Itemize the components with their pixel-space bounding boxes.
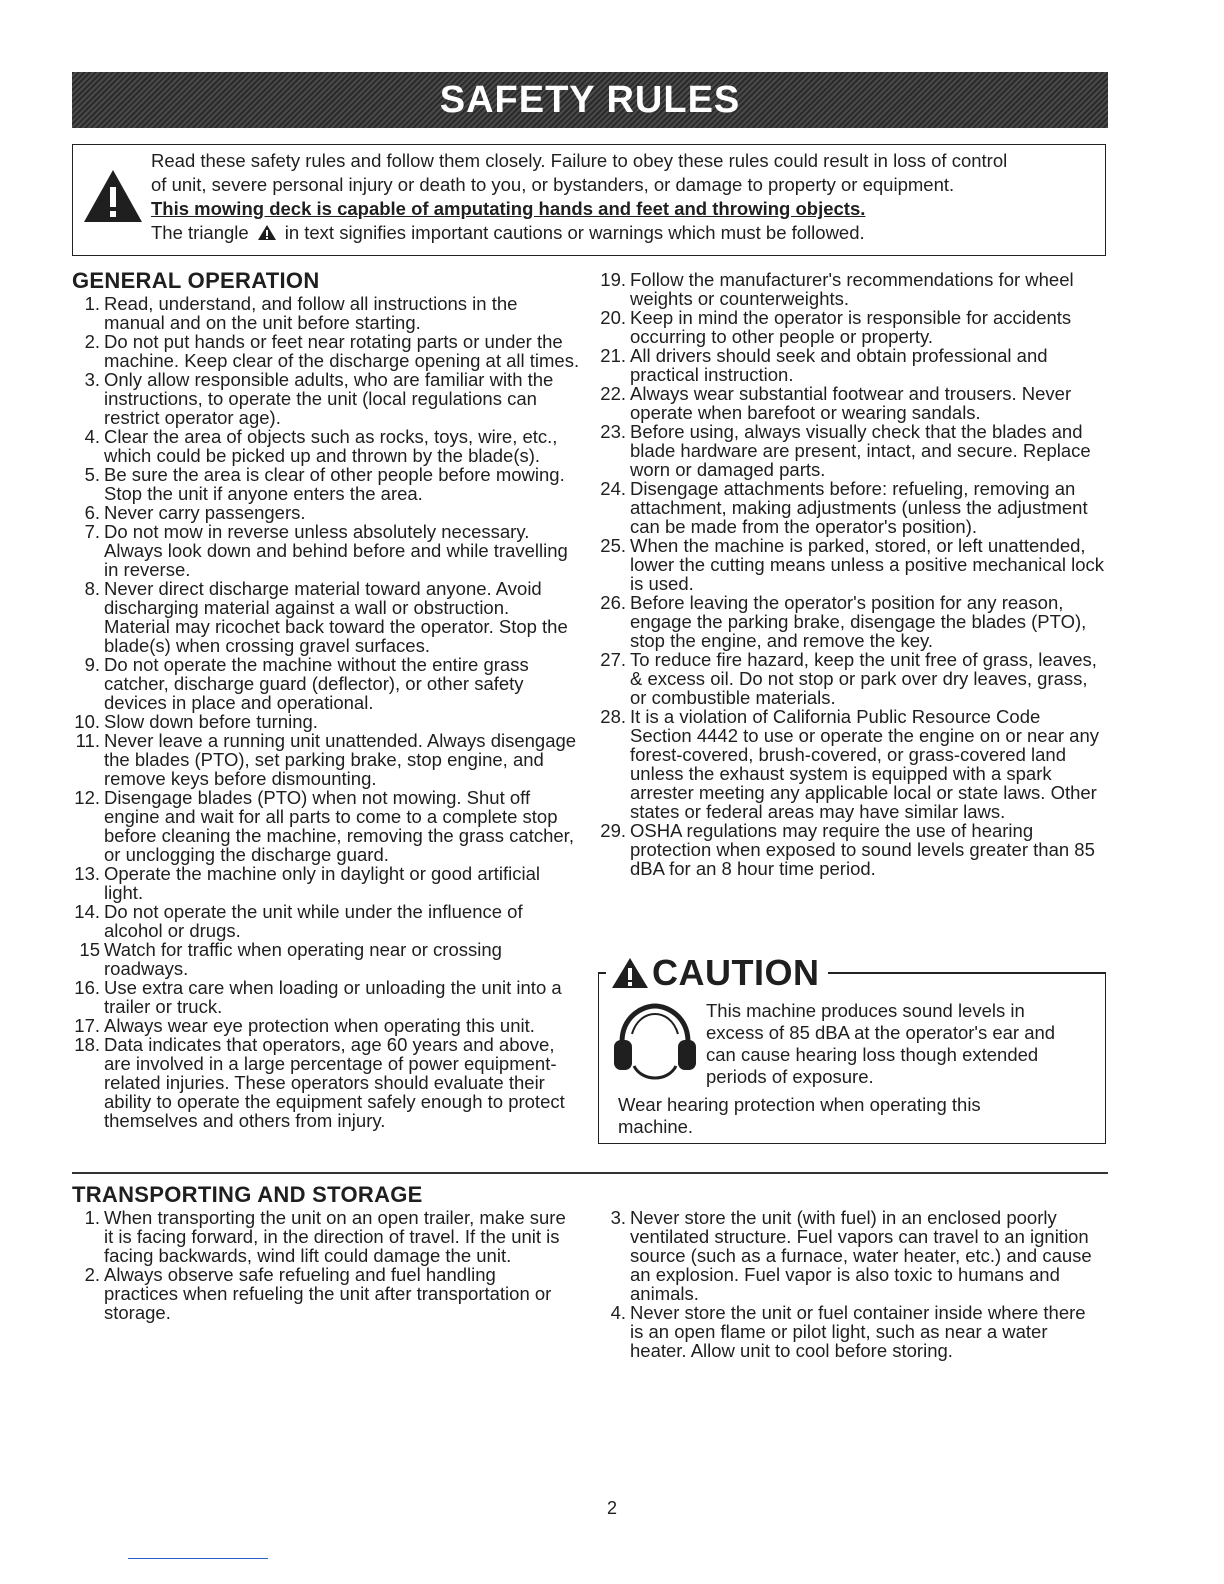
list-item-number: 4. — [84, 426, 100, 447]
warning-triangle-icon — [81, 167, 145, 225]
list-item-text: Data indicates that operators, age 60 years and above, are involved in a large percentage of power equipment-related injuries. These operators should evaluate their ability to operate the equipment safely enough to protect themselves and others from injury. — [104, 1034, 565, 1131]
list-item — [598, 1208, 1098, 1303]
list-item-text: Never direct discharge material toward anyone. Avoid discharging material against a wall or obstruction. Material may ricochet back toward the operator. Stop the blade(s) when crossing gravel surfaces. — [104, 578, 568, 656]
list-item-number: 19. — [600, 269, 626, 290]
list-item — [598, 346, 1106, 384]
list-item-text: When transporting the unit on an open trailer, make sure it is facing forward, in the direction of travel. If the unit is facing backwards, wind lift could damage the unit. — [104, 1207, 566, 1266]
general-operation-list — [72, 294, 580, 1130]
list-item-text: It is a violation of California Public Resource Code Section 4442 to use or operate the engine on or near any forest-covered, brush-covered, or grass-covered land unless the exhaust system is equipped with a spark arrester meeting any applicable local or state laws. Other states or federal areas may have similar laws. — [630, 706, 1100, 822]
list-item-number: 12. — [74, 787, 100, 808]
list-item — [598, 422, 1106, 479]
general-operation-list-continued — [598, 270, 1106, 878]
list-item-text: Before using, always visually check that the blades and blade hardware are present, intact, and secure. Replace worn or damaged parts. — [630, 421, 1091, 480]
intro-triangle-line — [151, 221, 1101, 245]
list-item-number: 15 — [79, 939, 100, 960]
list-item-text: Before leaving the operator's position for any reason, engage the parking brake, disengage the blades (PTO), stop the engine, and remove the key. — [630, 592, 1087, 651]
list-item-number: 26. — [600, 592, 626, 613]
intro-text — [151, 149, 1101, 245]
triangle-note-before: The triangle — [151, 222, 249, 243]
intro-line-2: of unit, severe personal injury or death to you, or bystanders, or damage to property or equipment. — [151, 174, 955, 195]
list-item — [598, 650, 1106, 707]
list-item — [72, 712, 580, 731]
list-item-number: 2. — [84, 1264, 100, 1285]
list-item — [72, 864, 580, 902]
caution-body-text: This machine produces sound levels in excess of 85 dBA at the operator's ear and can cause hearing loss though extended periods of exposure. — [706, 1000, 1056, 1087]
section-divider — [72, 1172, 1108, 1174]
list-item — [72, 370, 580, 427]
list-item — [72, 788, 580, 864]
page-number: 2 — [606, 1498, 617, 1518]
list-item — [72, 1208, 572, 1265]
caution-header — [610, 952, 820, 994]
list-item-number: 1. — [84, 1207, 100, 1228]
list-item-text: Watch for traffic when operating near or crossing roadways. — [104, 939, 502, 979]
list-item-text: Always observe safe refueling and fuel handling practices when refueling the unit after transportation or storage. — [104, 1264, 552, 1323]
caution-footer-text: Wear hearing protection when operating this machine. — [618, 1094, 981, 1137]
list-item-number: 28. — [600, 706, 626, 727]
list-item — [72, 522, 580, 579]
list-item — [72, 655, 580, 712]
list-item-number: 10. — [74, 711, 100, 732]
list-item — [598, 270, 1106, 308]
list-item — [72, 731, 580, 788]
list-item-number: 18. — [74, 1034, 100, 1055]
list-item — [598, 707, 1106, 821]
list-item — [72, 579, 580, 655]
list-item — [72, 503, 580, 522]
list-item-number: 3. — [610, 1207, 626, 1228]
list-item — [598, 479, 1106, 536]
list-item-text: Operate the machine only in daylight or good artificial light. — [104, 863, 541, 903]
list-item-text: Clear the area of objects such as rocks, toys, wire, etc., which could be picked up and thrown by the blade(s). — [104, 426, 558, 466]
transport-storage-list-right — [598, 1208, 1098, 1360]
list-item-number: 25. — [600, 535, 626, 556]
caution-box-top-line — [828, 972, 1106, 974]
list-item — [598, 384, 1106, 422]
list-item — [72, 465, 580, 503]
list-item — [598, 1303, 1098, 1360]
list-item — [72, 1016, 580, 1035]
list-item — [598, 308, 1106, 346]
list-item-number: 23. — [600, 421, 626, 442]
list-item-text: Only allow responsible adults, who are familiar with the instructions, to operate the unit (local regulations can restrict operator age). — [104, 369, 554, 428]
list-item-text: OSHA regulations may require the use of hearing protection when exposed to sound levels greater than 85 dBA for an 8 hour time period. — [630, 820, 1095, 879]
transport-storage-list-left — [72, 1208, 572, 1322]
list-item-text: Be sure the area is clear of other people before mowing. Stop the unit if anyone enters the area. — [104, 464, 565, 504]
list-item — [598, 536, 1106, 593]
intro-amputation-warning: This mowing deck is capable of amputating hands and feet and throwing objects. — [151, 198, 866, 219]
list-item-text: Slow down before turning. — [104, 711, 318, 732]
list-item-text: Always wear substantial footwear and trousers. Never operate when barefoot or wearing sandals. — [630, 383, 1072, 423]
footer-rule — [128, 1558, 268, 1559]
list-item-number: 7. — [84, 521, 100, 542]
list-item-text: Use extra care when loading or unloading the unit into a trailer or truck. — [104, 977, 562, 1017]
general-operation-heading: GENERAL OPERATION — [72, 268, 320, 293]
list-item-text: Follow the manufacturer's recommendations for wheel weights or counterweights. — [630, 269, 1074, 309]
page-title: SAFETY RULES — [439, 78, 741, 121]
list-item-number: 24. — [600, 478, 626, 499]
list-item-text: Do not operate the machine without the entire grass catcher, discharge guard (deflector), or other safety devices in place and operational. — [104, 654, 529, 713]
list-item-text: Disengage blades (PTO) when not mowing. Shut off engine and wait for all parts to come to a complete stop before cleaning the machine, removing the grass catcher, or unclogging the discharge guard. — [104, 787, 574, 865]
list-item-text: Read, understand, and follow all instructions in the manual and on the unit before starting. — [104, 293, 518, 333]
list-item-text: Do not put hands or feet near rotating parts or under the machine. Keep clear of the discharge opening at all times. — [104, 331, 580, 371]
list-item-number: 5. — [84, 464, 100, 485]
list-item-number: 2. — [84, 331, 100, 352]
list-item-number: 8. — [84, 578, 100, 599]
hearing-protection-icon — [612, 1002, 698, 1084]
list-item-number: 4. — [610, 1302, 626, 1323]
list-item-text: Never store the unit or fuel container inside where there is an open flame or pilot light, such as near a water heater. Allow unit to cool before storing. — [630, 1302, 1086, 1361]
warning-triangle-icon — [257, 224, 277, 241]
triangle-note-after: in text signifies important cautions or warnings which must be followed. — [284, 222, 865, 243]
list-item — [72, 1035, 580, 1130]
list-item-number: 14. — [74, 901, 100, 922]
list-item-number: 17. — [74, 1015, 100, 1036]
list-item-text: All drivers should seek and obtain professional and practical instruction. — [630, 345, 1048, 385]
list-item-text: Always wear eye protection when operating this unit. — [104, 1015, 535, 1036]
intro-line-1: Read these safety rules and follow them closely. Failure to obey these rules could result in loss of control — [151, 150, 1008, 171]
list-item — [72, 978, 580, 1016]
list-item — [72, 940, 580, 978]
list-item-number: 16. — [74, 977, 100, 998]
list-item-number: 20. — [600, 307, 626, 328]
intro-warning-box — [72, 144, 1106, 256]
list-item-number: 22. — [600, 383, 626, 404]
list-item — [72, 1265, 572, 1322]
list-item-number: 3. — [84, 369, 100, 390]
list-item-number: 1. — [84, 293, 100, 314]
list-item — [72, 294, 580, 332]
list-item-text: Never store the unit (with fuel) in an enclosed poorly ventilated structure. Fuel vapors can travel to an ignition source (such as a furnace, water heater, etc.) and cause an explosion. Fuel vapor is also toxic to humans and animals. — [630, 1207, 1092, 1304]
caution-title: CAUTION — [652, 952, 820, 993]
list-item-number: 21. — [600, 345, 626, 366]
list-item-text: Never carry passengers. — [104, 502, 306, 523]
warning-triangle-icon — [610, 956, 650, 990]
list-item-text: Do not operate the unit while under the influence of alcohol or drugs. — [104, 901, 523, 941]
list-item-text: To reduce fire hazard, keep the unit free of grass, leaves, & excess oil. Do not stop or park over dry leaves, grass, or combustible materials. — [630, 649, 1097, 708]
list-item — [72, 902, 580, 940]
list-item — [598, 593, 1106, 650]
caution-box-top-line — [598, 972, 606, 974]
list-item-text: Never leave a running unit unattended. Always disengage the blades (PTO), set parking brake, stop engine, and remove keys before dismounting. — [104, 730, 577, 789]
list-item-number: 27. — [600, 649, 626, 670]
transport-storage-heading: TRANSPORTING AND STORAGE — [72, 1182, 423, 1207]
list-item — [72, 332, 580, 370]
list-item-number: 11. — [75, 730, 100, 751]
list-item-text: When the machine is parked, stored, or left unattended, lower the cutting means unless a positive mechanical lock is used. — [630, 535, 1105, 594]
list-item-text: Disengage attachments before: refueling, removing an attachment, making adjustments (unless the adjustment can be made from the operator's position). — [630, 478, 1088, 537]
list-item-number: 13. — [74, 863, 100, 884]
list-item — [598, 821, 1106, 878]
list-item-number: 29. — [600, 820, 626, 841]
list-item — [72, 427, 580, 465]
list-item-number: 9. — [84, 654, 100, 675]
list-item-text: Keep in mind the operator is responsible for accidents occurring to other people or property. — [630, 307, 1072, 347]
list-item-number: 6. — [84, 502, 100, 523]
list-item-text: Do not mow in reverse unless absolutely necessary. Always look down and behind before and while travelling in reverse. — [104, 521, 568, 580]
safety-rules-banner — [72, 72, 1108, 128]
